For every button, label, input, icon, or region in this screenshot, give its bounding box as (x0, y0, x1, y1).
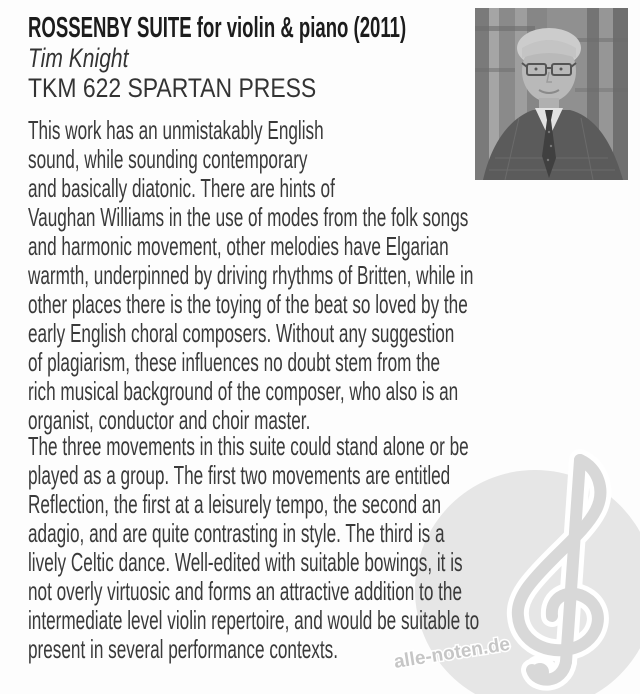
review-paragraph-2 (28, 432, 640, 664)
work-title: ROSSENBY SUITE for violin & piano (2011) (28, 12, 407, 44)
text-line: Vaughan Williams in the use of modes from the folk songs (28, 202, 469, 232)
text-line: rich musical background of the composer, who also is an (28, 376, 459, 406)
text-line: This work has an unmistakably English (28, 115, 324, 145)
text-line: lively Celtic dance. Well-edited with suitable bowings, it is (28, 547, 463, 577)
text-line: present in several performance contexts. (28, 634, 338, 664)
text-line: of plagiarism, these influences no doubt stem from the (28, 347, 441, 377)
text-line: and harmonic movement, other melodies have Elgarian (28, 231, 449, 261)
composer-name: Tim Knight (28, 43, 129, 73)
text-line: and basically diatonic. There are hints of (28, 173, 335, 203)
text-line: warmth, underpinned by driving rhythms of Britten, while in (28, 260, 474, 290)
edition-info: TKM 622 SPARTAN PRESS (28, 73, 317, 103)
text-line: early English choral composers. Without any suggestion (28, 318, 455, 348)
text-line: adagio, and are quite contrasting in style. The third is a (28, 518, 445, 548)
review-paragraph-1 (28, 116, 640, 435)
text-line: intermediate level violin repertoire, and would be suitable to (28, 605, 480, 635)
text-line: played as a group. The first two movements are entitled (28, 460, 451, 490)
text-line: sound, while sounding contemporary (28, 144, 308, 174)
text-line: The three movements in this suite could stand alone or be (28, 431, 469, 461)
text-line: Reflection, the first at a leisurely tempo, the second an (28, 489, 442, 519)
watermark-text: alle-noten.de (392, 633, 512, 673)
text-line: organist, conductor and choir master. (28, 405, 311, 435)
text-line: other places there is the toying of the beat so loved by the (28, 289, 468, 319)
text-line: not overly virtuosic and forms an attractive addition to the (28, 576, 462, 606)
